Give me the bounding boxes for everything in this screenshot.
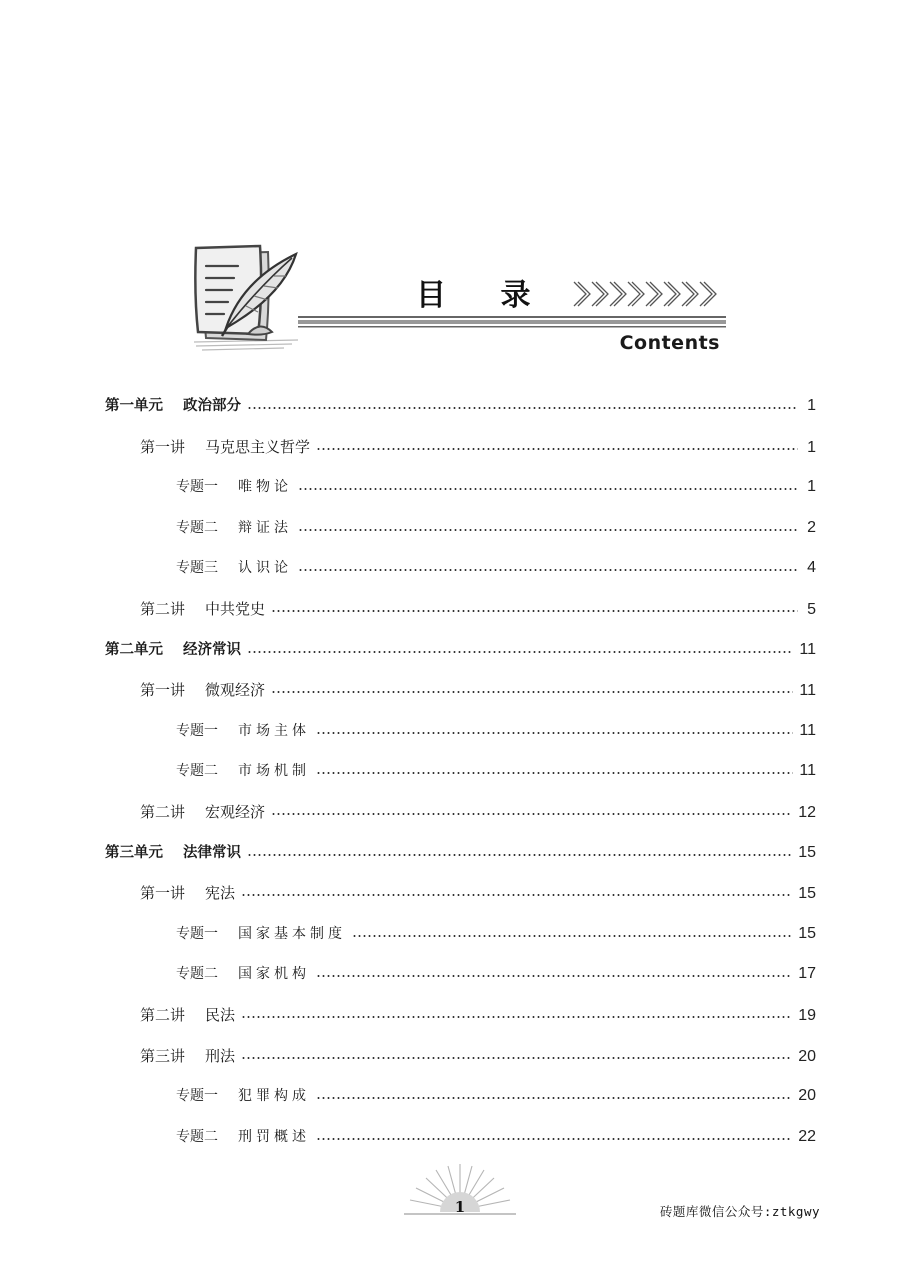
toc-entry-page: 11 — [799, 762, 816, 780]
contents-subtitle: Contents — [619, 332, 720, 354]
toc-entry-page: 1 — [807, 478, 816, 496]
toc-entry-page: 5 — [807, 601, 816, 618]
toc-leader-dots — [247, 651, 793, 653]
toc-entry-title: 国家基本制度 — [238, 925, 346, 942]
toc-leader-dots — [271, 691, 793, 693]
toc-entry-title: 犯罪构成 — [238, 1088, 310, 1105]
toc-entry[interactable] — [140, 1003, 816, 1027]
toc-entry-title: 市场机制 — [238, 763, 310, 780]
toc-leader-dots — [247, 407, 798, 409]
toc-entry-number: 第三单元 — [105, 844, 163, 861]
toc-entry-number: 第二讲 — [140, 600, 186, 618]
toc-entry-number: 专题一 — [176, 722, 218, 739]
toc-entry-page: 11 — [799, 682, 816, 700]
toc-entry-title: 市场主体 — [238, 722, 310, 739]
toc-entry-page: 15 — [798, 885, 816, 903]
toc-entry-title: 宏观经济 — [205, 803, 266, 821]
toc-entry-title: 法律常识 — [183, 844, 241, 861]
toc-entry-title: 微观经济 — [205, 681, 266, 700]
toc-entry-title: 民法 — [205, 1006, 236, 1024]
toc-entry-page: 17 — [798, 965, 816, 983]
toc-entry-title: 辩证法 — [238, 519, 292, 536]
toc-entry-page: 19 — [798, 1007, 816, 1024]
toc-entry-title: 马克思主义哲学 — [205, 437, 311, 456]
toc-entry-number: 第三讲 — [140, 1046, 186, 1065]
toc-leader-dots — [241, 1016, 792, 1018]
toc-entry-number: 第一讲 — [140, 681, 186, 700]
toc-entry[interactable] — [176, 556, 816, 580]
toc-entry[interactable] — [140, 678, 816, 702]
toc-entry-number: 专题一 — [176, 479, 218, 496]
toc-entry-page: 12 — [798, 804, 816, 821]
toc-entry-number: 第二单元 — [105, 641, 163, 658]
toc-leader-dots — [316, 772, 793, 774]
toc-entry[interactable] — [176, 759, 816, 783]
toc-entry-page: 11 — [799, 640, 816, 658]
toc-entry[interactable] — [176, 1084, 816, 1108]
toc-entry-page: 20 — [798, 1087, 816, 1105]
toc-entry-page: 1 — [807, 397, 816, 414]
toc-leader-dots — [271, 610, 798, 612]
toc-leader-dots — [316, 448, 798, 450]
toc-entry-title: 唯物论 — [238, 479, 292, 496]
toc-leader-dots — [316, 732, 793, 734]
toc-entry[interactable] — [140, 1044, 816, 1068]
toc-leader-dots — [316, 1097, 792, 1099]
toc-leader-dots — [298, 529, 798, 531]
toc-leader-dots — [241, 1057, 792, 1059]
toc-entry[interactable] — [140, 597, 816, 621]
toc-entry[interactable] — [105, 841, 816, 865]
toc-entry-number: 专题二 — [176, 966, 218, 983]
toc-entry[interactable] — [176, 1125, 816, 1149]
toc-entry-page: 11 — [799, 721, 816, 739]
toc-entry[interactable] — [176, 922, 816, 946]
toc-entry-title: 刑法 — [205, 1046, 236, 1065]
toc-entry-number: 专题三 — [176, 560, 218, 577]
watermark-text: 砖题库微信公众号:ztkgwy — [659, 1204, 820, 1219]
toc-entry-number: 专题二 — [176, 1128, 218, 1145]
toc-entry-title: 认识论 — [238, 560, 292, 577]
toc-entry[interactable] — [105, 394, 816, 418]
toc-entry-page: 22 — [798, 1127, 816, 1145]
toc-entry-title: 国家机构 — [238, 966, 310, 983]
toc-entry-number: 第一讲 — [140, 437, 186, 456]
toc-leader-dots — [247, 854, 792, 856]
toc-entry[interactable] — [140, 881, 816, 905]
toc-entry[interactable] — [176, 962, 816, 986]
toc-entry-page: 20 — [798, 1047, 816, 1065]
toc-entry-number: 第二讲 — [140, 1006, 186, 1024]
toc-entry-page: 2 — [807, 518, 816, 536]
toc-entry-title: 中共党史 — [205, 600, 266, 618]
toc-entry[interactable] — [176, 516, 816, 540]
toc-entry-title: 政治部分 — [183, 398, 241, 414]
toc-entry[interactable] — [140, 800, 816, 824]
toc-entry-page: 1 — [807, 438, 816, 456]
toc-entry[interactable] — [105, 638, 816, 662]
toc-entry-title: 经济常识 — [183, 641, 241, 658]
toc-entry-page: 15 — [798, 843, 816, 861]
toc-entry[interactable] — [176, 719, 816, 743]
toc-leader-dots — [352, 935, 792, 937]
toc-entry-number: 专题二 — [176, 763, 218, 780]
page-title: 目 录 — [416, 278, 553, 313]
toc-entry[interactable] — [176, 475, 816, 499]
toc-entry-number: 专题二 — [176, 519, 218, 536]
toc-entry-title: 刑罚概述 — [238, 1128, 310, 1145]
toc-leader-dots — [298, 569, 798, 571]
toc-entry-page: 15 — [798, 924, 816, 942]
toc-entry-number: 专题一 — [176, 1088, 218, 1105]
toc-leader-dots — [241, 894, 792, 896]
toc-entry-number: 第一讲 — [140, 884, 186, 903]
toc-leader-dots — [298, 488, 798, 490]
toc-leader-dots — [316, 1138, 792, 1140]
toc-entry-number: 专题一 — [176, 925, 218, 942]
toc-entry-number: 第二讲 — [140, 803, 186, 821]
toc-entry-number: 第一单元 — [105, 398, 163, 414]
toc-entry-page: 4 — [807, 559, 816, 577]
toc-entry-title: 宪法 — [205, 884, 236, 903]
toc-leader-dots — [316, 975, 792, 977]
toc-leader-dots — [271, 813, 792, 815]
page-number: 1 — [454, 1198, 466, 1216]
toc-entry[interactable] — [140, 435, 816, 459]
